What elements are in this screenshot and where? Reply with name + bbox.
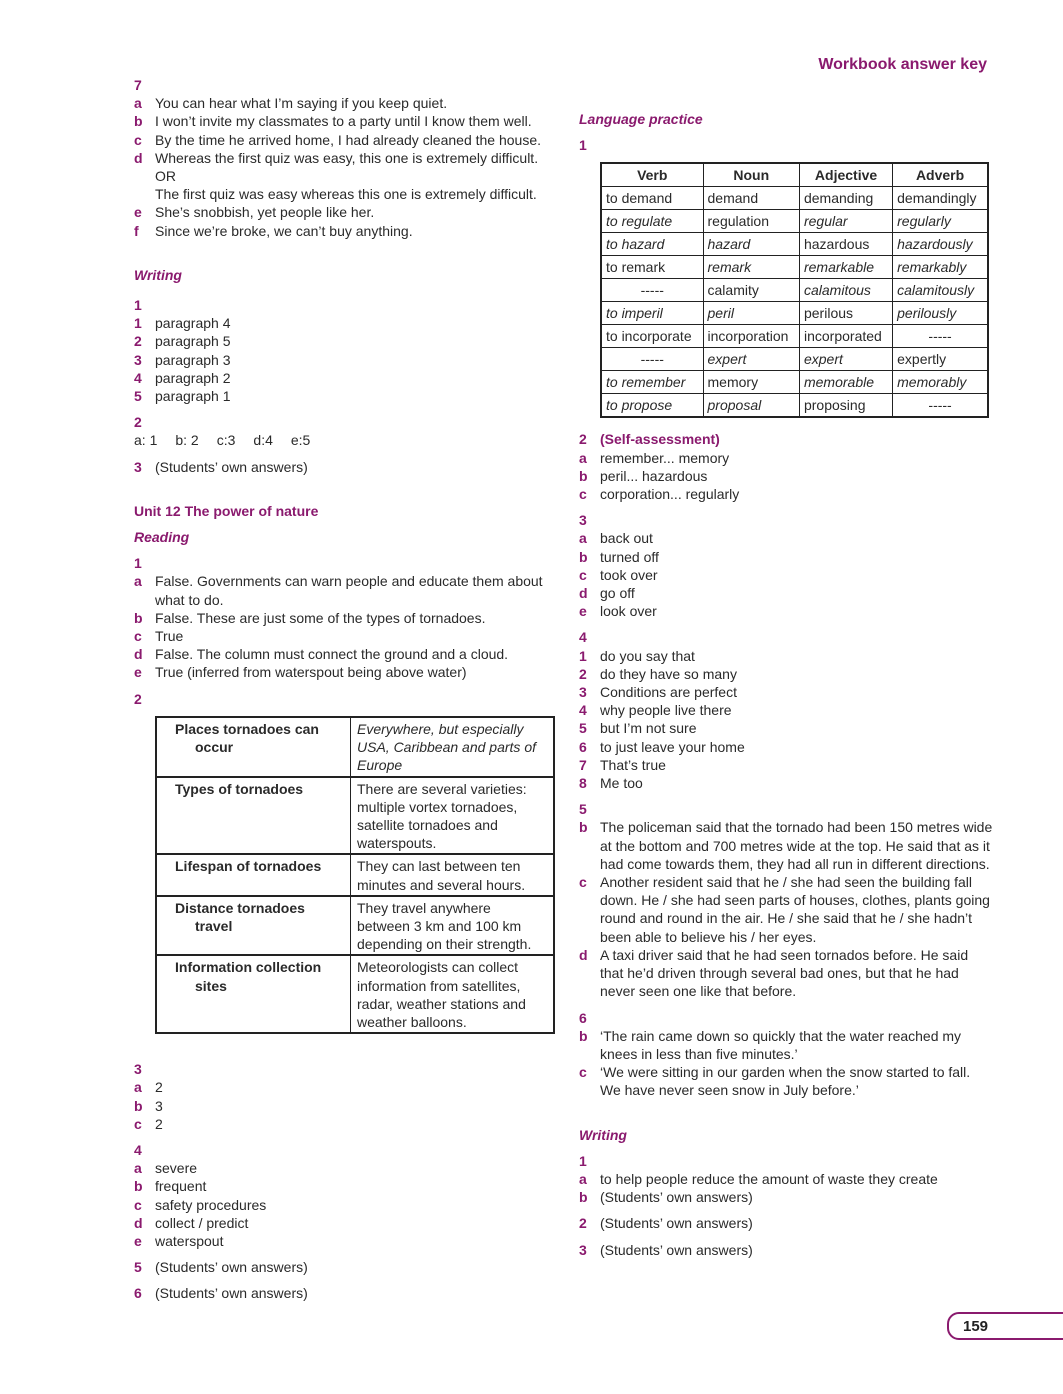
exercise-row — [579, 430, 994, 448]
table-cell: regulation — [703, 210, 799, 233]
answer-letter — [134, 185, 155, 203]
answer-text: False. Governments can warn people and educate them about what to do. — [155, 573, 543, 608]
answer-text: The policeman said that the tornado had been 150 metres wide at the bottom and 700 metres wide at the top. He said that as it had come towards them, they had all run in different directions. — [600, 819, 993, 872]
inline-answer: d:4 — [253, 432, 273, 449]
answer-letter: 3 — [134, 351, 142, 368]
row-heading — [156, 955, 351, 1033]
exercise-number: 2 — [579, 1215, 587, 1232]
answer-text: That’s true — [600, 756, 666, 773]
answer-item — [134, 1196, 564, 1214]
table-row — [601, 371, 988, 394]
answer-letter: f — [134, 222, 139, 239]
inline-answer: a: 1 — [134, 432, 158, 449]
answer-text: 2 — [155, 1079, 163, 1096]
answer-item — [134, 1232, 564, 1250]
exercise-number: 4 — [579, 629, 587, 646]
table-cell: expert — [799, 348, 892, 371]
answer-text: The first quiz was easy whereas this one is extremely difficult. — [155, 186, 537, 203]
table-cell: ----- — [601, 279, 703, 302]
exercise-number: 1 — [579, 137, 587, 154]
exercise-number: 3 — [134, 458, 142, 475]
table-cell: perilous — [799, 302, 892, 325]
answer-text: severe — [155, 1160, 198, 1177]
answer-letter: d — [579, 946, 588, 963]
exercise-number: 7 — [134, 77, 142, 93]
answer-letter: 3 — [579, 684, 587, 701]
exercise-number: 1 — [579, 1152, 587, 1169]
answer-letter: 4 — [134, 369, 142, 386]
table-row — [156, 717, 554, 777]
answer-text: Another resident said that he / she had seen the building fall down. He / she had seen parts of houses, clothes, plants going round and round in the air. He / she said that he / she hadn’t been able to believe his / her eyes. — [600, 874, 990, 945]
table-cell: demanding — [799, 187, 892, 210]
answer-item — [579, 738, 994, 756]
answer-text: True — [155, 628, 184, 645]
section-title-writing: Writing — [579, 1126, 627, 1143]
answer-item — [579, 1188, 994, 1206]
answer-text: remember... memory — [600, 449, 730, 466]
answer-item — [134, 663, 564, 681]
page-number: 159 — [963, 1318, 989, 1335]
section-title-reading: Reading — [134, 529, 190, 546]
answer-letter: c — [134, 628, 142, 645]
answer-text: Me too — [600, 775, 643, 792]
answer-item — [134, 369, 564, 387]
table-cell: to imperil — [601, 302, 703, 325]
answer-item — [579, 873, 994, 946]
row-heading-line: travel — [195, 917, 233, 934]
table-cell: calamity — [703, 279, 799, 302]
table-cell: calamitously — [893, 279, 988, 302]
answer-text: why people live there — [600, 702, 732, 719]
answer-text: paragraph 4 — [155, 315, 231, 332]
table-cell: incorporation — [703, 325, 799, 348]
exercise-number: 6 — [134, 1285, 142, 1302]
answer-item — [134, 1177, 564, 1195]
answer-list — [579, 647, 994, 793]
table-row — [601, 302, 988, 325]
answer-letter: a — [134, 573, 142, 590]
section-title-writing: Writing — [134, 266, 182, 283]
answer-letter: 6 — [579, 738, 587, 755]
answer-text: (Students’ own answers) — [600, 1241, 753, 1258]
answer-letter: b — [134, 1097, 143, 1114]
answer-letter: b — [579, 1189, 588, 1206]
answer-text: paragraph 3 — [155, 351, 231, 368]
table-cell: regularly — [893, 210, 988, 233]
row-value: Meteorologists can collect information from satellites, radar, weather stations and weather balloons. — [351, 955, 555, 1033]
answer-item — [579, 647, 994, 665]
section-title-language-practice: Language practice — [579, 111, 703, 127]
table-cell: hazardously — [893, 233, 988, 256]
answer-letter: 2 — [134, 333, 142, 350]
table-cell: proposal — [703, 394, 799, 418]
exercise-number: 5 — [134, 1259, 142, 1276]
answer-letter: d — [579, 585, 588, 602]
answer-text: 3 — [155, 1097, 163, 1114]
answer-text: (Students’ own answers) — [155, 1259, 308, 1276]
answer-letter: c — [134, 1196, 142, 1213]
answer-item — [134, 203, 564, 221]
table-cell: hazard — [703, 233, 799, 256]
answer-item — [579, 485, 994, 503]
column-header: Adverb — [893, 163, 988, 187]
answer-list — [579, 1027, 994, 1100]
answer-letter: e — [134, 664, 142, 681]
row-heading-line: Types of tornadoes — [175, 780, 304, 797]
answer-text: to just leave your home — [600, 738, 745, 755]
table-cell: peril — [703, 302, 799, 325]
answer-item — [134, 627, 564, 645]
row-heading-line: Lifespan of tornadoes — [175, 858, 322, 875]
answer-text: False. These are just some of the types of tornadoes. — [155, 609, 486, 626]
table-row — [601, 187, 988, 210]
table-row — [156, 955, 554, 1033]
table-cell: expertly — [893, 348, 988, 371]
answer-letter: a — [579, 530, 587, 547]
inline-answers — [134, 431, 564, 449]
right-column — [579, 110, 994, 1259]
table-row — [156, 854, 554, 895]
answer-text: peril... hazardous — [600, 467, 708, 484]
row-heading-line: sites — [195, 977, 227, 994]
answer-item — [579, 1027, 994, 1063]
answer-letter: a — [134, 1079, 142, 1096]
answer-text: Whereas the first quiz was easy, this one is extremely difficult. — [155, 149, 539, 166]
answer-text: (Students’ own answers) — [600, 1189, 753, 1206]
answer-item — [134, 94, 564, 112]
exercise-title: (Self-assessment) — [600, 431, 720, 448]
table-row — [156, 777, 554, 855]
table-cell: memory — [703, 371, 799, 394]
answer-item — [579, 756, 994, 774]
answer-text: but I’m not sure — [600, 720, 697, 737]
answer-item — [134, 1159, 564, 1177]
table-cell: expert — [703, 348, 799, 371]
answer-item — [134, 167, 564, 185]
exercise-number: 4 — [134, 1141, 142, 1158]
answer-item — [134, 387, 564, 405]
answer-item — [134, 645, 564, 663]
answer-item — [579, 719, 994, 737]
answer-item — [579, 584, 994, 602]
answer-text: I won’t invite my classmates to a party until I know them well. — [155, 113, 532, 130]
answer-list — [579, 1170, 994, 1206]
answer-item — [134, 131, 564, 149]
word-forms-table — [600, 162, 989, 418]
table-row — [601, 394, 988, 418]
exercise-row — [134, 1284, 564, 1302]
left-column — [134, 76, 564, 1303]
answer-item — [134, 1097, 564, 1115]
answer-list — [579, 529, 994, 620]
answer-text: She’s snobbish, yet people like her. — [155, 204, 375, 221]
answer-letter: c — [579, 1064, 587, 1081]
answer-item — [579, 774, 994, 792]
answer-letter: 5 — [134, 388, 142, 405]
answer-text: safety procedures — [155, 1196, 267, 1213]
page-number-tab — [947, 1312, 1063, 1340]
answer-text: OR — [155, 168, 176, 185]
answer-text: (Students’ own answers) — [155, 458, 308, 475]
answer-letter: c — [579, 486, 587, 503]
answer-letter: c — [134, 1115, 142, 1132]
answer-letter: a — [134, 95, 142, 112]
answer-text: do they have so many — [600, 665, 737, 682]
answer-text: go off — [600, 585, 635, 602]
answer-letter: 1 — [134, 315, 142, 332]
exercise-number: 2 — [134, 414, 142, 431]
exercise-number: 6 — [579, 1009, 587, 1026]
row-heading-line: Places tornadoes can — [175, 720, 319, 737]
table-row — [601, 256, 988, 279]
answer-letter: d — [134, 1214, 143, 1231]
answer-letter: 1 — [579, 647, 587, 664]
answer-text: False. The column must connect the ground and a cloud. — [155, 646, 509, 663]
answer-list — [134, 314, 564, 405]
table-cell: proposing — [799, 394, 892, 418]
answer-letter: a — [134, 1160, 142, 1177]
exercise-row — [579, 1214, 994, 1232]
column-header: Verb — [601, 163, 703, 187]
answer-text: By the time he arrived home, I had already cleaned the house. — [155, 131, 542, 148]
answer-letter — [134, 167, 155, 185]
column-header: Adjective — [799, 163, 892, 187]
table-cell: to hazard — [601, 233, 703, 256]
exercise-number: 1 — [134, 297, 142, 314]
answer-item — [579, 1170, 994, 1188]
row-heading — [156, 777, 351, 855]
exercise-number: 2 — [579, 431, 587, 448]
row-value: They can last between ten minutes and several hours. — [351, 854, 555, 895]
table-cell: to remark — [601, 256, 703, 279]
exercise-row — [579, 1241, 994, 1259]
table-row — [601, 325, 988, 348]
answer-item — [579, 467, 994, 485]
answer-letter: b — [134, 113, 143, 130]
answer-text: turned off — [600, 548, 659, 565]
answer-text: collect / predict — [155, 1214, 249, 1231]
answer-list — [134, 94, 564, 240]
answer-text: frequent — [155, 1178, 207, 1195]
answer-text: You can hear what I’m saying if you keep quiet. — [155, 95, 448, 112]
table-row — [601, 348, 988, 371]
answer-list — [579, 818, 994, 1000]
answer-item — [579, 683, 994, 701]
exercise-number: 2 — [134, 690, 142, 707]
answer-text: back out — [600, 530, 653, 547]
answer-text: took over — [600, 566, 658, 583]
table-cell: ----- — [893, 394, 988, 418]
answer-text: corporation... regularly — [600, 486, 740, 503]
column-header: Noun — [703, 163, 799, 187]
table-cell: demand — [703, 187, 799, 210]
table-cell: to propose — [601, 394, 703, 418]
answer-letter: b — [134, 609, 143, 626]
answer-letter: e — [134, 204, 142, 221]
answer-item — [134, 572, 564, 608]
table-row — [601, 233, 988, 256]
answer-item — [579, 566, 994, 584]
answer-text: (Students’ own answers) — [600, 1215, 753, 1232]
unit-title: Unit 12 The power of nature — [134, 502, 319, 519]
answer-letter: c — [579, 874, 587, 891]
exercise-row — [134, 458, 564, 476]
answer-text: ‘We were sitting in our garden when the snow started to fall. We have never seen snow in July before.’ — [600, 1064, 971, 1099]
answer-item — [134, 149, 564, 167]
row-heading — [156, 854, 351, 895]
answer-item — [579, 602, 994, 620]
answer-letter: c — [134, 131, 142, 148]
answer-text: paragraph 2 — [155, 369, 231, 386]
answer-list — [134, 1078, 564, 1133]
table-row — [601, 210, 988, 233]
answer-letter: d — [134, 646, 143, 663]
tornado-facts-table — [155, 716, 555, 1034]
answer-letter: 7 — [579, 756, 587, 773]
answer-letter: 5 — [579, 720, 587, 737]
answer-text: paragraph 1 — [155, 388, 231, 405]
answer-item — [134, 1214, 564, 1232]
answer-letter: 4 — [579, 702, 587, 719]
answer-item — [134, 1078, 564, 1096]
exercise-row — [134, 1258, 564, 1276]
exercise-number: 1 — [134, 555, 142, 572]
answer-text: ‘The rain came down so quickly that the water reached my knees in less than five minutes.’ — [600, 1027, 962, 1062]
table-cell: remark — [703, 256, 799, 279]
answer-item — [134, 314, 564, 332]
answer-text: A taxi driver said that he had seen tornados before. He said that he’d driven through several bad ones, but that he had never seen one like that before. — [600, 946, 969, 1000]
answer-text: waterspout — [155, 1232, 224, 1249]
answer-item — [134, 1115, 564, 1133]
answer-text: to help people reduce the amount of waste they create — [600, 1170, 938, 1187]
table-cell: remarkably — [893, 256, 988, 279]
answer-letter: 2 — [579, 665, 587, 682]
table-cell: to remember — [601, 371, 703, 394]
table-row — [601, 279, 988, 302]
table-cell: memorable — [799, 371, 892, 394]
exercise-number: 5 — [579, 801, 587, 818]
inline-answer: b: 2 — [175, 432, 199, 449]
inline-answer: e:5 — [290, 432, 311, 449]
answer-letter: a — [579, 1170, 587, 1187]
answer-letter: d — [134, 149, 143, 166]
answer-item — [134, 112, 564, 130]
page-header: Workbook answer key — [818, 56, 987, 73]
answer-text: Conditions are perfect — [600, 684, 737, 701]
table-cell: ----- — [893, 325, 988, 348]
answer-item — [579, 1063, 994, 1099]
table-cell: to incorporate — [601, 325, 703, 348]
table-cell: to demand — [601, 187, 703, 210]
answer-text: 2 — [155, 1115, 163, 1132]
answer-list — [579, 449, 994, 504]
answer-item — [579, 665, 994, 683]
table-cell: to regulate — [601, 210, 703, 233]
table-cell: ----- — [601, 348, 703, 371]
exercise-number: 3 — [579, 1241, 587, 1258]
answer-item — [579, 946, 994, 1001]
answer-item — [579, 818, 994, 873]
table-cell: hazardous — [799, 233, 892, 256]
table-cell: calamitous — [799, 279, 892, 302]
answer-item — [134, 332, 564, 350]
answer-letter: b — [579, 819, 588, 836]
row-value: They travel anywhere between 3 km and 100 km depending on their strength. — [351, 896, 555, 956]
answer-letter: e — [579, 603, 587, 620]
table-cell: perilously — [893, 302, 988, 325]
answer-letter: e — [134, 1232, 142, 1249]
answer-text: look over — [600, 603, 657, 620]
answer-text: (Students’ own answers) — [155, 1285, 308, 1302]
answer-letter: 8 — [579, 775, 587, 792]
answer-item — [134, 222, 564, 240]
answer-text: True (inferred from waterspout being above water) — [155, 664, 467, 681]
row-value: Everywhere, but especially USA, Caribbean and parts of Europe — [351, 717, 555, 777]
table-row — [156, 896, 554, 956]
answer-text: Since we’re broke, we can’t buy anything. — [155, 222, 413, 239]
answer-item — [134, 351, 564, 369]
answer-text: do you say that — [600, 647, 695, 664]
answer-letter: b — [579, 548, 588, 565]
row-heading-line: Information collection — [175, 959, 322, 976]
row-heading-line: Distance tornadoes — [175, 899, 305, 916]
answer-letter: b — [579, 467, 588, 484]
answer-letter: a — [579, 449, 587, 466]
answer-item — [134, 609, 564, 627]
answer-item — [579, 449, 994, 467]
row-heading-line: occur — [195, 739, 234, 756]
inline-answer: c:3 — [216, 432, 236, 449]
answer-text: paragraph 5 — [155, 333, 231, 350]
answer-letter: c — [579, 566, 587, 583]
row-heading — [156, 717, 351, 777]
answer-list — [134, 1159, 564, 1250]
row-heading — [156, 896, 351, 956]
answer-item — [579, 548, 994, 566]
exercise-number: 3 — [134, 1061, 142, 1078]
answer-letter: b — [579, 1027, 588, 1044]
answer-item — [134, 185, 564, 203]
table-cell: incorporated — [799, 325, 892, 348]
answer-list — [134, 572, 564, 681]
table-cell: regular — [799, 210, 892, 233]
exercise-number: 3 — [579, 512, 587, 529]
answer-letter: b — [134, 1178, 143, 1195]
table-cell: demandingly — [893, 187, 988, 210]
table-cell: memorably — [893, 371, 988, 394]
table-cell: remarkable — [799, 256, 892, 279]
answer-item — [579, 701, 994, 719]
row-value: There are several varieties: multiple vortex tornadoes, satellite tornadoes and waterspouts. — [351, 777, 555, 855]
answer-item — [579, 529, 994, 547]
